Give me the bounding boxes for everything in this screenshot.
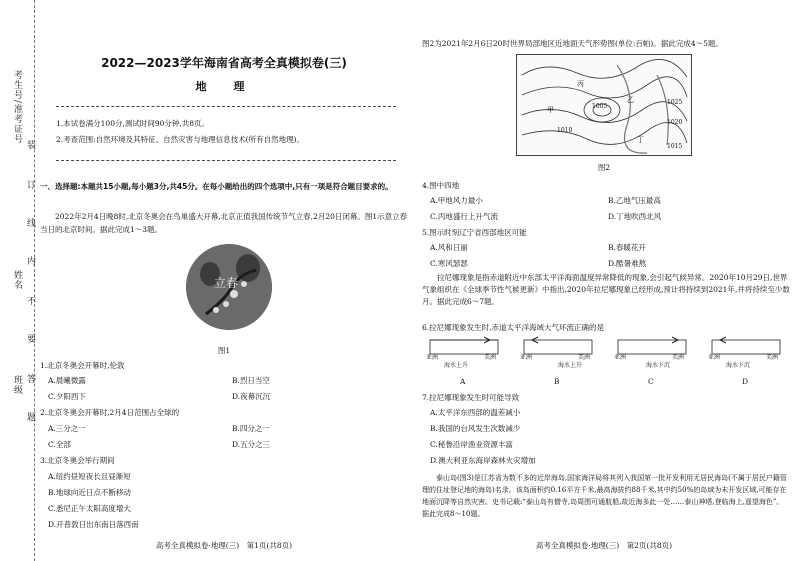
notes-bottom-rule bbox=[56, 160, 396, 161]
q4-option-d[interactable]: D.丁地吹西北风 bbox=[608, 212, 662, 221]
figure-2-weather-map bbox=[516, 54, 692, 156]
question-2-stem: 2.北京冬奥会开幕时,2月4日范围占全球的 bbox=[40, 408, 180, 417]
isobar-label: 1015 bbox=[667, 143, 683, 150]
q2-option-b[interactable]: B.四分之一 bbox=[232, 424, 270, 433]
label-america: 美洲 bbox=[766, 354, 779, 361]
q7-option-c[interactable]: C.秘鲁沿岸渔业资源丰富 bbox=[430, 440, 513, 449]
passage-taishan-island: 泰山岛(图3)是江苏省为数不多的近岸海岛,国家海洋局将其列入我国第一批开发利用无居民海岛(不属于居民户籍管理的住址登记地的海岛)名录。该岛面积约0.16平方千米,最高海拔约88千米,其中约50%的岛域为未开发区域,可能存在地面沉降等自然灾害。史书记载:“泰山岛有僧寺,岛周围可通航船,故近海多此一处……泰山神塔,登临海上,遥望海色”。据此完成8～10题。 bbox=[422, 474, 787, 518]
isobar-label: 1020 bbox=[667, 119, 683, 126]
q3-option-c[interactable]: C.悉尼正午太阳高度增大 bbox=[48, 504, 131, 513]
label-down: 海水下沉 bbox=[726, 362, 751, 369]
binding-label-id: 考生号/准考证号 bbox=[12, 70, 22, 145]
page-2 bbox=[418, 0, 790, 561]
q1-option-b[interactable]: B.烈日当空 bbox=[232, 376, 270, 385]
isobar-label: 1025 bbox=[667, 99, 683, 106]
q2-option-c[interactable]: C.全部 bbox=[48, 440, 71, 449]
seal-char: 装 bbox=[25, 140, 35, 150]
diagram-d[interactable] bbox=[706, 336, 786, 370]
diagram-option-d[interactable]: D bbox=[742, 377, 749, 386]
place-label: 丁 bbox=[637, 136, 644, 144]
q6-circulation-diagrams bbox=[418, 336, 790, 382]
diagram-c[interactable] bbox=[612, 336, 692, 370]
seal-char: 答 bbox=[25, 374, 35, 384]
exam-title: 2022—2023学年海南省高考全真模拟卷(三) bbox=[101, 56, 347, 70]
q7-option-a[interactable]: A.太平洋东西部的温差减小 bbox=[430, 408, 521, 417]
seal-char: 题 bbox=[25, 412, 35, 422]
note-2: 2.考查范围:自然环境及其特征、自然灾害与地理信息技术(所有自然地理)。 bbox=[56, 135, 305, 144]
question-5-stem: 5.图示时刻辽宁省西部地区可能 bbox=[422, 228, 527, 237]
question-3-stem: 3.北京冬奥会举行期间 bbox=[40, 456, 115, 465]
q4-option-c[interactable]: C.丙地盛行上升气流 bbox=[430, 212, 498, 221]
notes-top-rule bbox=[56, 106, 396, 107]
q1-option-a[interactable]: A.晨曦微露 bbox=[48, 376, 86, 385]
passage-1: 2022年2月4日晚8时,北京冬奥会在鸟巢盛大开幕,北京正值我国传统节气立春,2月20日闭幕。图1示意立春当日的北京时间。据此完成1～3题。 bbox=[40, 212, 408, 234]
isobar-label: 1010 bbox=[557, 127, 573, 134]
q2-option-d[interactable]: D.五分之三 bbox=[232, 440, 271, 449]
q7-option-d[interactable]: D.澳大利亚东海岸森林火灾增加 bbox=[430, 456, 536, 465]
note-1: 1.本试卷满分100分,测试时间90分钟,共8页。 bbox=[56, 119, 210, 128]
figure-2-intro: 图2为2021年2月6日20时世界局部地区近地面天气形势图(单位:百帕)。据此完成4～5题。 bbox=[422, 39, 723, 48]
label-up: 海水上升 bbox=[558, 362, 583, 369]
figure-1-image bbox=[186, 244, 272, 330]
figure-1-text: 立春 bbox=[214, 276, 239, 290]
label-asia: 亚洲 bbox=[708, 354, 721, 361]
label-up: 海水上升 bbox=[444, 362, 469, 369]
page-2-footer: 高考全真模拟卷·地理(三) 第2页(共8页) bbox=[535, 541, 673, 550]
seal-char: 线 bbox=[25, 218, 35, 228]
diagram-option-c[interactable]: C bbox=[648, 377, 654, 386]
binding-label-class: 班级 bbox=[12, 375, 22, 395]
label-asia: 亚洲 bbox=[520, 354, 533, 361]
diagram-b[interactable] bbox=[518, 336, 598, 370]
page-1-footer: 高考全真模拟卷·地理(三) 第1页(共8页) bbox=[155, 541, 293, 550]
binding-label-name: 姓名 bbox=[12, 270, 22, 290]
question-1-stem: 1.北京冬奥会开幕时,伦敦 bbox=[40, 361, 125, 370]
label-america: 美洲 bbox=[578, 354, 591, 361]
q5-option-c[interactable]: C.寒风瑟瑟 bbox=[430, 259, 468, 268]
q5-option-d[interactable]: D.酷暑难熬 bbox=[608, 259, 647, 268]
q1-option-d[interactable]: D.夜幕沉沉 bbox=[232, 392, 271, 401]
label-down: 海水下沉 bbox=[646, 362, 671, 369]
place-label: 丙 bbox=[577, 80, 584, 88]
q5-option-a[interactable]: A.风和日丽 bbox=[430, 243, 468, 252]
seal-char: 订 bbox=[25, 180, 35, 190]
place-label: 乙 bbox=[627, 96, 634, 104]
binding-margin bbox=[0, 0, 35, 561]
seal-char: 不 bbox=[25, 296, 35, 306]
q4-option-b[interactable]: B.乙地气压最高 bbox=[608, 196, 661, 205]
q3-option-b[interactable]: B.地球向近日点不断移动 bbox=[48, 488, 131, 497]
question-7-stem: 7.拉尼娜现象发生时可能导致 bbox=[422, 393, 520, 402]
question-6-stem: 6.拉尼娜现象发生时,赤道太平洋海域大气环流正确的是 bbox=[422, 323, 605, 332]
diagram-option-b[interactable]: B bbox=[554, 377, 560, 386]
q1-option-c[interactable]: C.夕阳西下 bbox=[48, 392, 86, 401]
isobar-label: 1005 bbox=[592, 103, 608, 110]
passage-la-nina: 拉尼娜现象是指赤道附近中东部太平洋海面温度异常降低的现象,会引起气候异常。2020年10月29日,世界气象组织在《全球季节性气候更新》中指出,2020年拉尼娜现象已经形成,预计将持续到2021年,并将持续至少数月。据此完成6～7题。 bbox=[422, 273, 790, 306]
diagram-option-a[interactable]: A bbox=[460, 377, 466, 386]
label-america: 美洲 bbox=[484, 354, 497, 361]
label-america: 美洲 bbox=[672, 354, 685, 361]
figure-1-caption: 图1 bbox=[217, 346, 231, 355]
figure-2-caption: 图2 bbox=[597, 163, 611, 172]
q3-option-d[interactable]: D.开普敦日出东南日落西南 bbox=[48, 520, 139, 529]
q4-option-a[interactable]: A.甲地风力最小 bbox=[430, 196, 483, 205]
place-label: 甲 bbox=[547, 106, 554, 114]
label-asia: 亚洲 bbox=[426, 354, 439, 361]
page-1 bbox=[36, 0, 412, 561]
section-1-instructions: 一、选择题:本题共15小题,每小题3分,共45分。在每小题给出的四个选项中,只有一项是符合题目要求的。 bbox=[40, 182, 393, 191]
q5-option-b[interactable]: B.春暖花开 bbox=[608, 243, 646, 252]
q3-option-a[interactable]: A.纽约昼短夜长且昼渐短 bbox=[48, 472, 131, 481]
q2-option-a[interactable]: A.三分之一 bbox=[48, 424, 86, 433]
subject-title: 地 理 bbox=[195, 80, 253, 93]
diagram-a[interactable] bbox=[424, 336, 504, 370]
label-asia: 亚洲 bbox=[614, 354, 627, 361]
seal-char: 要 bbox=[25, 334, 35, 344]
q7-option-b[interactable]: B.我国的台风发生次数减少 bbox=[430, 424, 521, 433]
question-4-stem: 4.图中四地 bbox=[422, 181, 460, 190]
seal-char: 内 bbox=[25, 256, 35, 266]
